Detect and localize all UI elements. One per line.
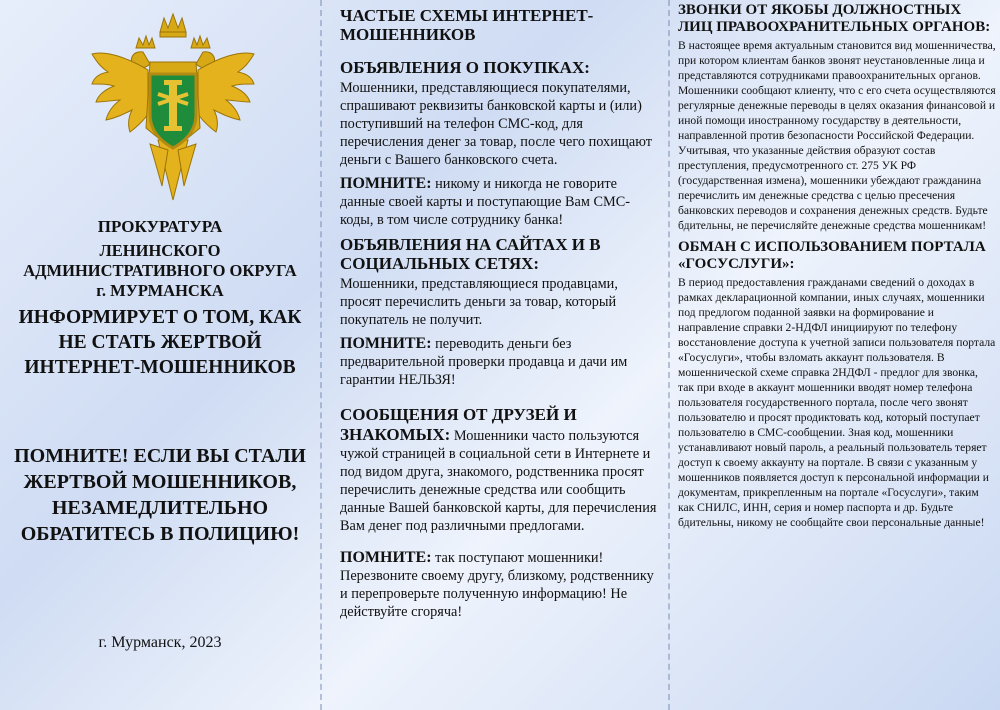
remember-keyword: ПОМНИТЕ: xyxy=(340,335,432,352)
alert-line-2: ЖЕРТВОЙ МОШЕННИКОВ, xyxy=(23,471,297,493)
section-sites-text: Мошенники, представляющиеся продавцами, просят перечислить деньги за товар, который покупатель не получит. xyxy=(340,276,618,328)
footer-city-year: г. Мурманск, 2023 xyxy=(98,634,222,651)
section-purchase-ads-text: Мошенники, представляющиеся покупателями, спрашивают реквизиты банковской карты и (или) поступивший на телефон СМС-код, для перечисления денег за товар, после чего похищают деньги с Вашего банковского счета. xyxy=(340,80,652,168)
right-panel xyxy=(668,0,1000,710)
alert-line-3: НЕЗАМЕДЛИТЕЛЬНО xyxy=(51,497,269,519)
section-friends xyxy=(340,405,660,535)
informs-line-1: ИНФОРМИРУЕТ О ТОМ, КАК xyxy=(18,307,302,328)
remember-keyword: ПОМНИТЕ: xyxy=(340,549,432,566)
left-panel xyxy=(0,0,320,710)
org-name-line-3: АДМИНИСТРАТИВНОГО ОКРУГА xyxy=(23,261,297,280)
org-name-line-4: г. МУРМАНСКА xyxy=(96,281,224,300)
prosecutor-emblem-icon xyxy=(88,10,258,206)
section-gosuslugi-text: В период предоставления гражданами сведений о доходах в рамках декларационной компании, иных случаях, мошенники под предлогом поданной заявки на формирование и направление справки 2-НДФЛ инициируют по телефону восстановление доступа к учетной записи пользователя портала «Госуслуги», чтобы взломать аккаунт пользователя. В мошеннической схеме справка 2НДФЛ - предлог для звонка, так при входе в аккаунт мошенники вводят номер телефона пользователя государственного портала, после чего звонят пользователю и просят продиктовать код, который поступает пользователю в СМС-сообщении. Зная код, мошенники устанавливают новый пароль, а реальный пользователь теряет доступ к своему аккаунту на портале. В связи с указанным у мошенников появляется доступ к персональной информации и документам, прикрепленным на портале «Госуслуги», таким как СНИЛС, ИНН, серия и номер паспорта и др. Будьте бдительны, никому не сообщайте свои персональные данные! xyxy=(678,276,996,529)
alert-line-1: ПОМНИТЕ! ЕСЛИ ВЫ СТАЛИ xyxy=(14,445,306,467)
section-friends-heading: СООБЩЕНИЯ ОТ ДРУЗЕЙ И ЗНАКОМЫХ: xyxy=(340,405,577,444)
remember-text: переводить деньги без предварительной проверки продавца и дачи им гарантии НЕЛЬЗЯ! xyxy=(340,336,628,388)
schemes-title: ЧАСТЫЕ СХЕМЫ ИНТЕРНЕТ-МОШЕННИКОВ xyxy=(340,6,594,44)
remember-keyword: ПОМНИТЕ: xyxy=(340,175,432,192)
section-friends-remember xyxy=(340,549,660,621)
middle-panel xyxy=(320,0,668,710)
section-calls-text: В настоящее время актуальным становится вид мошенничества, при котором клиентам банков звонят неустановленные лица и представляются сотрудниками правоохранительных органов. Мошенники сообщают клиенту, что с его счета осуществляются регулярные денежные переводы в целях оказания финансовой и иной помощи иностранному государству в деятельности, направленной против безопасности Российской Федерации. Учитывая, что указанные действия образуют состав преступления, предусмотренного ст. 275 УК РФ (государственная измена), мошенники убеждают гражданина перечислить им денежные средства с целью пресечения банковских переводов и сохранения денежных средств. Будьте бдительны, не перечисляйте денежные средства мошенникам! xyxy=(678,39,996,232)
remember-text: так поступают мошенники! Перезвоните своему другу, близкому, родственнику и перепроверьте полученную информацию! Не действуйте сгоряча! xyxy=(340,550,654,620)
section-friends-text: Мошенники часто пользуются чужой страницей в социальной сети в Интернете и под видом друга, знакомого, родственника просят перечислить денежные средства или сообщить данные Вашей банковской карты, для перечисления Вам денег под различными предлогами. xyxy=(340,428,657,534)
informs-line-2: НЕ СТАТЬ ЖЕРТВОЙ xyxy=(58,332,262,353)
org-name-line-1: ПРОКУРАТУРА xyxy=(97,217,223,236)
section-sites-heading: ОБЪЯВЛЕНИЯ НА САЙТАХ И В СОЦИАЛЬНЫХ СЕТЯХ: xyxy=(340,235,601,273)
informs-line-3: ИНТЕРНЕТ-МОШЕННИКОВ xyxy=(24,357,296,378)
section-gosuslugi-heading: ОБМАН С ИСПОЛЬЗОВАНИЕМ ПОРТАЛА «ГОСУСЛУГИ»: xyxy=(678,239,986,272)
remember-text: никому и никогда не говорите данные своей карты и поступающие Вам СМС-коды, в том числе сотруднику банка! xyxy=(340,176,631,228)
alert-line-4: ОБРАТИТЕСЬ В ПОЛИЦИЮ! xyxy=(20,523,300,545)
org-name-line-2: ЛЕНИНСКОГО xyxy=(99,241,221,260)
section-purchase-ads-heading: ОБЪЯВЛЕНИЯ О ПОКУПКАХ: xyxy=(340,58,590,77)
section-purchase-ads-remember xyxy=(340,175,660,229)
section-sites-remember xyxy=(340,335,660,389)
section-calls-heading: ЗВОНКИ ОТ ЯКОБЫ ДОЛЖНОСТНЫХ ЛИЦ ПРАВООХРАНИТЕЛЬНЫХ ОРГАНОВ: xyxy=(678,2,991,35)
